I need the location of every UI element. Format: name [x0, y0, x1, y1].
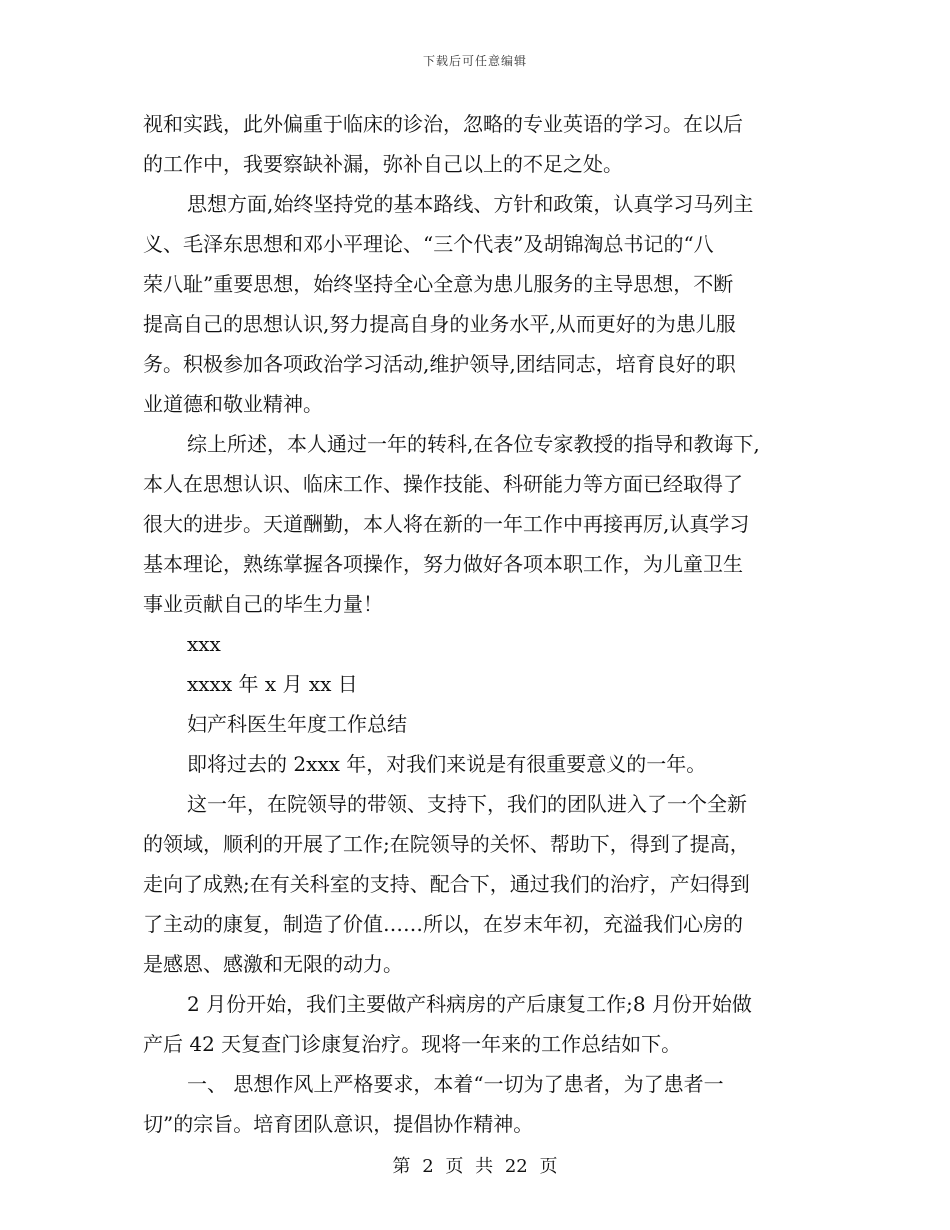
text-line: 是感恩、感激和无限的动力。	[143, 952, 403, 976]
text-line: 这一年，在院领导的带领、支持下，我们的团队进入了一个全新	[187, 792, 747, 816]
text-line: 2 月份开始，我们主要做产科病房的产后康复工作;8 月份开始做	[187, 992, 752, 1016]
text-line: 基本理论，熟练掌握各项操作，努力做好各项本职工作，为儿童卫生	[143, 552, 743, 576]
text-line: 事业贡献自己的毕生力量！	[143, 592, 383, 616]
text-line: 一、 思想作风上严格要求，本着“一切为了患者，为了患者一	[187, 1072, 724, 1096]
text-line: 视和实践，此外偏重于临床的诊治，忽略的专业英语的学习。在以后	[143, 112, 743, 136]
text-line: 务。积极参加各项政治学习活动,维护领导,团结同志，培育良好的职	[143, 352, 736, 376]
signature-date: xxxx 年 x 月 xx 日	[187, 672, 358, 696]
text-line: 提高自己的思想认识,努力提高自身的业务水平,从而更好的为患儿服	[143, 312, 736, 336]
text-line: 荣八耻”重要思想，始终坚持全心全意为患儿服务的主导思想，不断	[143, 272, 734, 296]
document-body	[143, 104, 823, 1144]
text-line: 产后 42 天复查门诊康复治疗。现将一年来的工作总结如下。	[143, 1032, 682, 1056]
signature-name: xxx	[187, 632, 221, 656]
text-line: 的工作中，我要察缺补漏，弥补自己以上的不足之处。	[143, 152, 623, 176]
text-line: 的领域，顺利的开展了工作;在院领导的关怀、帮助下，得到了提高，	[143, 832, 750, 856]
page-number-footer: 第 2 页 共 22 页	[392, 1156, 558, 1177]
text-line: 即将过去的 2xxx 年，对我们来说是有很重要意义的一年。	[187, 752, 707, 776]
text-line: 业道德和敬业精神。	[143, 392, 323, 416]
text-line: 很大的进步。天道酬勤，本人将在新的一年工作中再接再厉,认真学习	[143, 512, 750, 536]
text-line: 思想方面,始终坚持党的基本路线、方针和政策，认真学习马列主	[187, 192, 754, 216]
text-line: 走向了成熟;在有关科室的支持、配合下，通过我们的治疗，产妇得到	[143, 872, 750, 896]
text-line: 本人在思想认识、临床工作、操作技能、科研能力等方面已经取得了	[143, 472, 743, 496]
text-line: 了主动的康复，制造了价值……所以，在岁末年初，充溢我们心房的	[143, 912, 743, 936]
text-line: 综上所述，本人通过一年的转科,在各位专家教授的指导和教诲下,	[187, 432, 760, 456]
text-line: 切”的宗旨。培育团队意识，提倡协作精神。	[143, 1112, 534, 1136]
text-line: 义、毛泽东思想和邓小平理论、“三个代表”及胡锦淘总书记的“八	[143, 232, 714, 256]
page-header: 下载后可任意编辑	[422, 54, 527, 68]
section-title: 妇产科医生年度工作总结	[187, 712, 407, 736]
